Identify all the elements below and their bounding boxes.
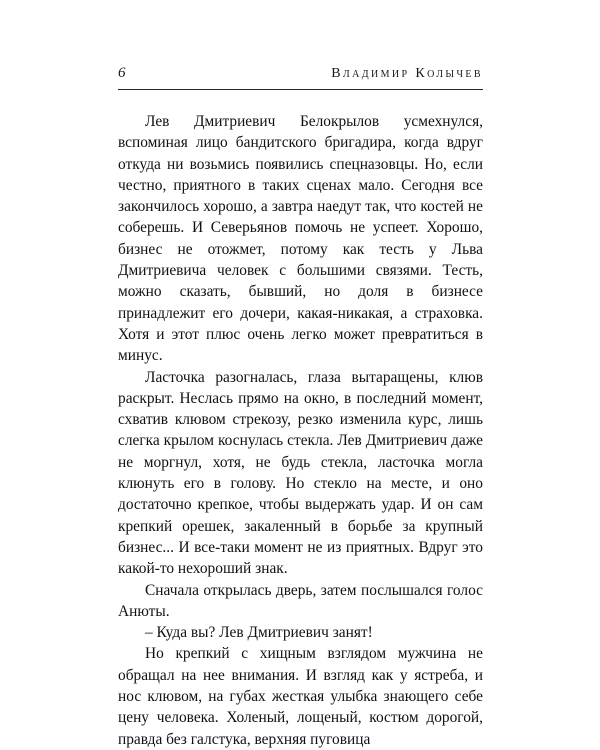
page-number: 6: [118, 65, 126, 81]
body-text: [118, 111, 483, 750]
paragraph: Сначала открылась дверь, затем послышался голос Анюты.: [118, 581, 483, 620]
paragraph: Но крепкий с хищным взглядом мужчина не обращал на нее внимания. И взгляд как у ястреба, и нос клювом, на губах жесткая улыбка знающего себе цену человека. Холеный, лощеный, костюм дорогой, правда без галстука, верхняя пуговица: [118, 645, 483, 748]
paragraph: Ласточка разогналась, глаза вытаращены, клюв раскрыт. Неслась прямо на окно, в последний момент, схватив клювом стрекозу, резко изменила курс, лишь слегка крылом коснулась стекла. Лев Дмитриевич даже не моргнул, хотя, не будь стекла, ласточка могла клюнуть его в голову. Но стекло на месте, и оно достаточно крепкое, чтобы выдержать удар. И он сам крепкий орешек, закаленный в борьбе за крупный бизнес... И все-таки момент не из приятных. Вдруг это какой-то нехороший знак.: [118, 368, 483, 578]
paragraph: Лев Дмитриевич Белокрылов усмехнулся, вспоминая лицо бандитского бригадира, когда вдруг откуда ни возьмись появились спецназовцы. Но, если честно, приятного в таких сценах мало. Сегодня все закончилось хорошо, а завтра наедут так, что костей не соберешь. И Северьянов помочь не успеет. Хорошо, бизнес не отожмет, потому как тесть у Льва Дмитриевича человек с большими связями. Тесть, можно сказать, бывший, но доля в бизнесе принадлежит его дочери, какая-никакая, а страховка. Хотя и этот плюс очень легко может превратиться в минус.: [118, 113, 483, 365]
page-header: [118, 65, 483, 87]
header-rule: [118, 89, 483, 90]
running-head-author: Владимир Колычев: [331, 66, 483, 81]
paragraph-dialogue: – Куда вы? Лев Дмитриевич занят!: [145, 624, 373, 642]
